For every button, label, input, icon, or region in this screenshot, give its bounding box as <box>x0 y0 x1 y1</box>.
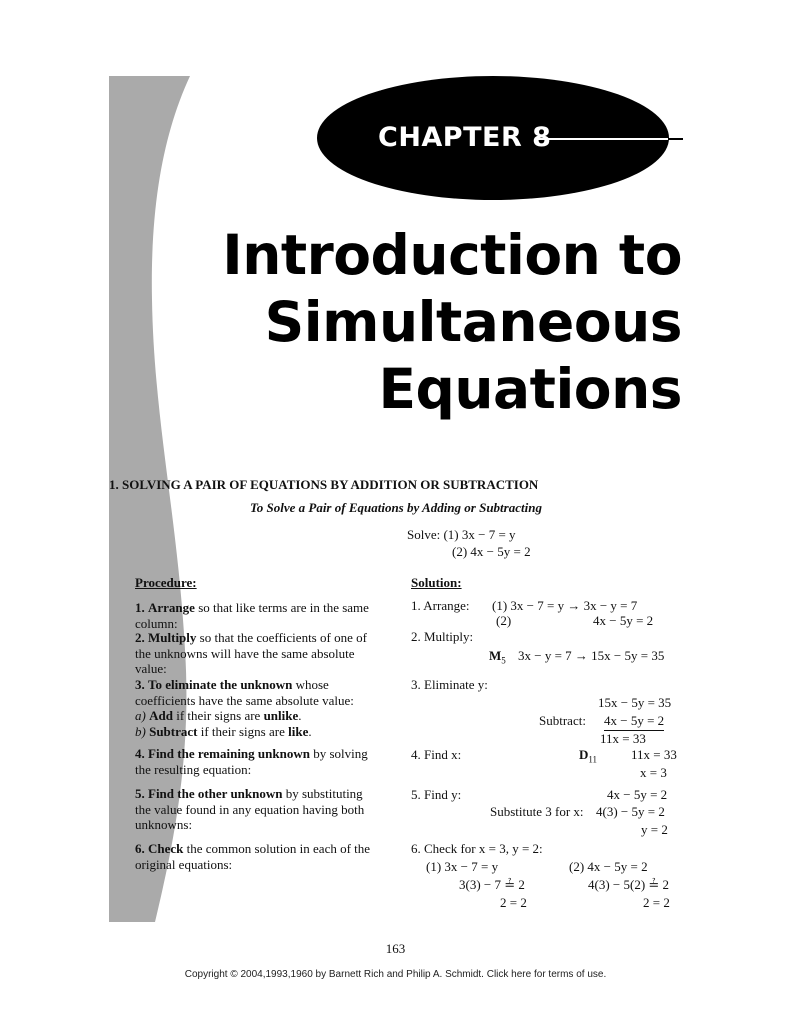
check-equation: (1) 3x − 7 = y <box>426 859 499 874</box>
chapter-title-line: Equations <box>378 357 682 421</box>
procedure-step <box>135 841 380 872</box>
solution-step-label: 2. Multiply: <box>411 629 474 644</box>
step-keyword: Multiply <box>148 630 197 645</box>
solution-operation-label: Subtract: <box>539 713 586 728</box>
step-keyword: Find the remaining unknown <box>148 746 310 761</box>
procedure-step <box>135 677 380 708</box>
step-keyword: Find the other unknown <box>148 786 283 801</box>
solution-equation: 4x − 5y = 2 <box>593 613 654 628</box>
divisor-symbol: D <box>579 747 589 762</box>
step-number: 3. <box>135 677 145 692</box>
divisor-value: 11 <box>588 754 598 765</box>
step-text: if their signs are <box>197 724 289 739</box>
procedure-heading: Procedure: <box>135 575 197 590</box>
given-equations <box>407 526 531 560</box>
solution-step-label: 6. Check for x = 3, y = 2: <box>411 841 543 856</box>
solution-step-label: 5. Find y: <box>411 787 462 802</box>
step-text: if their signs are <box>172 708 264 723</box>
solution-equation: (2) <box>496 613 512 628</box>
step-number: 1. <box>135 600 145 615</box>
step-text: so that like terms are in the same column: <box>135 600 369 631</box>
procedure-step <box>135 746 380 777</box>
solution-equation: 4x − 5y = 2 <box>607 787 668 802</box>
procedure-substep <box>135 708 302 724</box>
check-equation: 4(3) − 5(2) ≟ 2 <box>588 877 670 892</box>
procedure-substep <box>135 724 312 740</box>
step-keyword: Subtract <box>149 724 198 739</box>
section-heading: 1. SOLVING A PAIR OF EQUATIONS BY ADDITION OR SUBTRACTION <box>109 477 539 492</box>
step-text: . <box>308 724 312 739</box>
solution-equation: y = 2 <box>641 822 668 837</box>
solution-step-label: 3. Eliminate y: <box>411 677 488 692</box>
solution-equation: (1) 3x − 7 = y → 3x − y = 7 <box>492 598 638 613</box>
procedure-step <box>135 630 380 677</box>
step-keyword: Arrange <box>148 600 195 615</box>
multiplier-symbol: M <box>489 648 502 663</box>
solution-equation: 11x = 33 <box>600 731 646 746</box>
step-text: so that the coefficients of one of the unknowns will have the same absolute value: <box>135 630 367 676</box>
check-equation: (2) 4x − 5y = 2 <box>569 859 648 874</box>
step-keyword: Check <box>148 841 184 856</box>
solution-equation: 3x − y = 7 → 15x − 5y = 35 <box>518 648 665 663</box>
check-equation: 3(3) − 7 ≟ 2 <box>459 877 525 892</box>
step-text: the common solution in each of the original equations: <box>135 841 371 872</box>
copyright-footer[interactable]: Copyright © 2004,1993,1960 by Barnett Rich and Philip A. Schmidt. Click here for terms of use. <box>184 969 607 980</box>
chapter-label: CHAPTER 8 <box>378 122 552 153</box>
given-equation-1: Solve: (1) 3x − 7 = y <box>407 527 516 542</box>
step-keyword: To eliminate the unknown <box>148 677 293 692</box>
chapter-title-line: Simultaneous <box>264 290 682 354</box>
step-number: 6. <box>135 841 145 856</box>
check-equation: 2 = 2 <box>643 895 670 910</box>
procedure-step <box>135 786 380 833</box>
solution-step-label: 1. Arrange: <box>411 598 470 613</box>
solution-step-label: 4. Find x: <box>411 747 462 762</box>
step-number: 5. <box>135 786 145 801</box>
procedure-step <box>135 600 380 631</box>
check-equation: 2 = 2 <box>500 895 527 910</box>
multiplier-value: 5 <box>501 655 506 666</box>
step-number: 4. <box>135 746 145 761</box>
step-keyword: Add <box>149 708 173 723</box>
solution-equation: 15x − 5y = 35 <box>598 695 672 710</box>
step-text: by solving the resulting equation: <box>135 746 368 777</box>
step-keyword: like <box>288 724 309 739</box>
chapter-title <box>222 222 682 423</box>
subsection-heading: To Solve a Pair of Equations by Adding or Subtracting <box>250 500 542 515</box>
solution-multiplier <box>489 648 506 666</box>
step-number: b) <box>135 724 146 739</box>
solution-equation: x = 3 <box>640 765 667 780</box>
solution-operation-label: Substitute 3 for x: <box>490 804 584 819</box>
step-text: . <box>298 708 302 723</box>
solution-equation: 4(3) − 5y = 2 <box>596 804 665 819</box>
solution-heading: Solution: <box>411 575 462 590</box>
step-number: 2. <box>135 630 145 645</box>
chapter-title-line: Introduction to <box>222 223 682 287</box>
solution-equation: 11x = 33 <box>631 747 677 762</box>
step-text: by substituting the value found in any equation having both unknowns: <box>135 786 365 832</box>
step-text: whose coefficients have the same absolute value: <box>135 677 354 708</box>
step-keyword: unlike <box>263 708 299 723</box>
page-number: 163 <box>385 941 406 956</box>
given-equation-2: (2) 4x − 5y = 2 <box>452 544 531 559</box>
solution-divisor <box>579 747 597 765</box>
step-number: a) <box>135 708 146 723</box>
solution-equation: 4x − 5y = 2 <box>604 713 664 731</box>
